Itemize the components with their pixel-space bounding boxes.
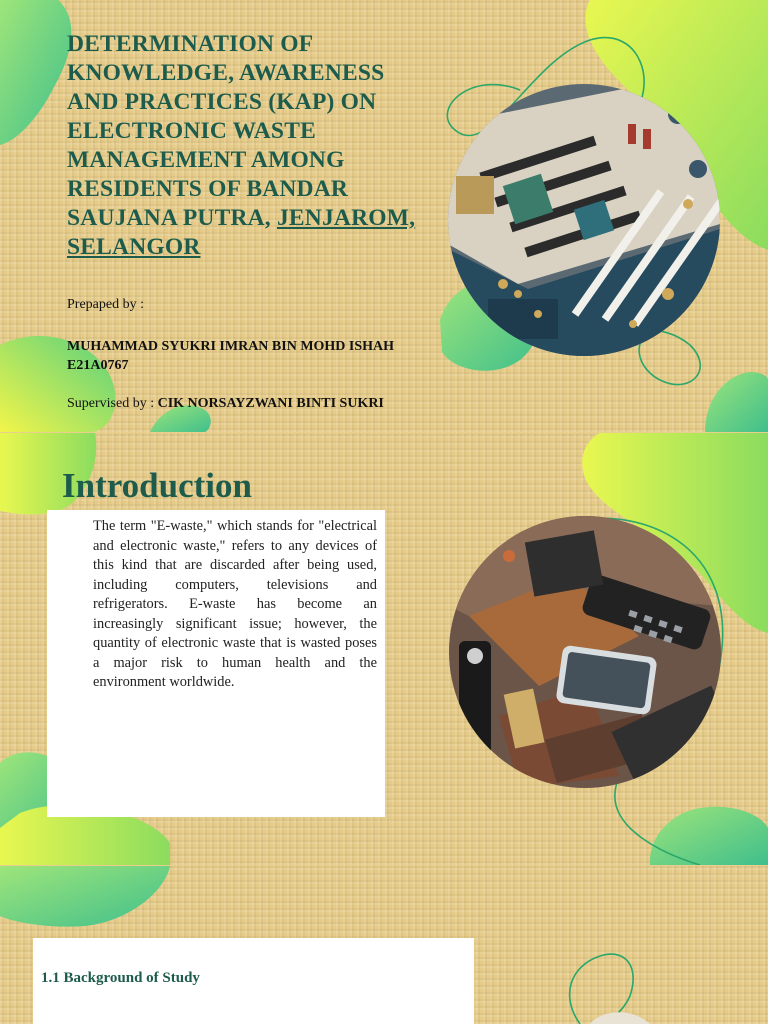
author-name: MUHAMMAD SYUKRI IMRAN BIN MOHD ISHAH [67,339,395,354]
background-of-study-heading: 1.1 Background of Study [41,970,200,986]
prepared-by-label: Prepaped by : [67,297,144,312]
supervisor-block [67,394,397,413]
introduction-body: The term "E-waste," which stands for "electrical and electronic waste," refers to any devices of this kind that are discarded after being used, including computers, televisions and refrigerators. E-waste has become an increasingly significant issue; however, the quantity of electronic waste that is wasted poses a major risk to human health and the environment worldwide. [93,518,377,690]
author-block [67,337,397,375]
supervisor-name: CIK NORSAYZWANI BINTI SUKRI [157,396,384,411]
introduction-heading: Introduction [62,466,252,505]
title-main: DETERMINATION OF KNOWLEDGE, AWARENESS AND PRACTICES (KAP) ON ELECTRONIC WASTE MANAGEMENT AMONG RESIDENTS OF BANDAR SAUJANA PUTRA, [67,31,385,231]
introduction-text-box [47,510,385,817]
title-end: JENJAROM, SELANGOR [67,205,416,260]
background-slide [0,866,768,1024]
presentation-title [67,30,417,262]
background-text-box [33,938,474,1024]
introduction-slide [0,433,768,865]
circuit-board-photo [448,84,720,356]
title-slide [0,0,768,432]
author-id: E21A0767 [67,358,129,373]
ewaste-pile-photo [449,516,721,788]
supervised-by-label: Supervised by : [67,396,155,411]
